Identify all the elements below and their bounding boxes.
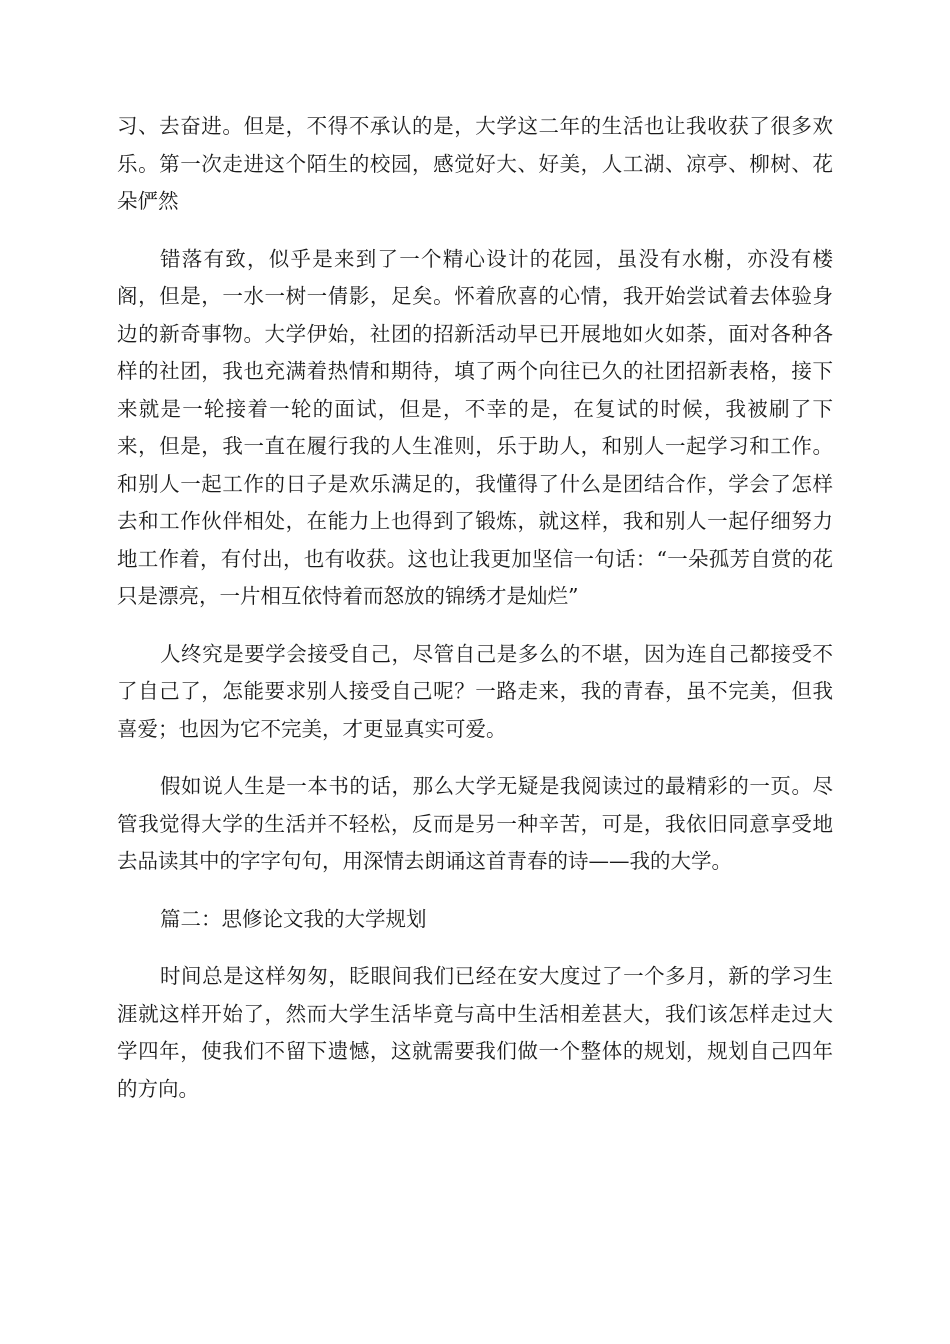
section-heading: 篇二：思修论文我的大学规划 — [160, 906, 427, 931]
document-body — [117, 108, 833, 1128]
paragraph-continuation: 习、去奋进。但是，不得不承认的是，大学这二年的生活也让我收获了很多欢乐。第一次走进这个陌生的校园，感觉好大、好美，人工湖、凉亭、柳树、花朵俨然 — [117, 114, 833, 213]
paragraph-university-plan: 时间总是这样匆匆，眨眼间我们已经在安大度过了一个多月，新的学习生涯就这样开始了，然而大学生活毕竟与高中生活相差甚大，我们该怎样走过大学四年，使我们不留下遗憾，这就需要我们做一个整体的规划，规划自己四年的方向。 — [117, 964, 833, 1101]
paragraph-accept-self: 人终究是要学会接受自己，尽管自己是多么的不堪，因为连自己都接受不了自己了，怎能要求别人接受自己呢？一路走来，我的青春，虽不完美，但我喜爱；也因为它不完美，才更显真实可爱。 — [117, 641, 833, 741]
paragraph-campus-clubs: 错落有致，似乎是来到了一个精心设计的花园，虽没有水榭，亦没有楼阁，但是，一水一树一倩影，足矣。怀着欣喜的心情，我开始尝试着去体验身边的新奇事物。大学伊始，社团的招新活动早已开展地如火如荼，面对各种各样的社团，我也充满着热情和期待，填了两个向往已久的社团招新表格，接下来就是一轮接着一轮的面试，但是，不幸的是，在复试的时候，我被刷了下来，但是，我一直在履行我的人生准则，乐于助人，和别人一起学习和工作。和别人一起工作的日子是欢乐满足的，我懂得了什么是团结合作，学会了怎样去和工作伙伴相处，在能力上也得到了锻炼，就这样，我和别人一起仔细努力地工作着，有付出，也有收获。这也让我更加坚信一句话：“一朵孤芳自赏的花只是漂亮，一片相互依恃着而怒放的锦绣才是灿烂” — [117, 246, 833, 608]
paragraph-life-book: 假如说人生是一本书的话，那么大学无疑是我阅读过的最精彩的一页。尽管我觉得大学的生活并不轻松，反而是另一种辛苦，可是，我依旧同意享受地去品读其中的字字句句，用深情去朗诵这首青春的诗——我的大学。 — [117, 774, 833, 873]
